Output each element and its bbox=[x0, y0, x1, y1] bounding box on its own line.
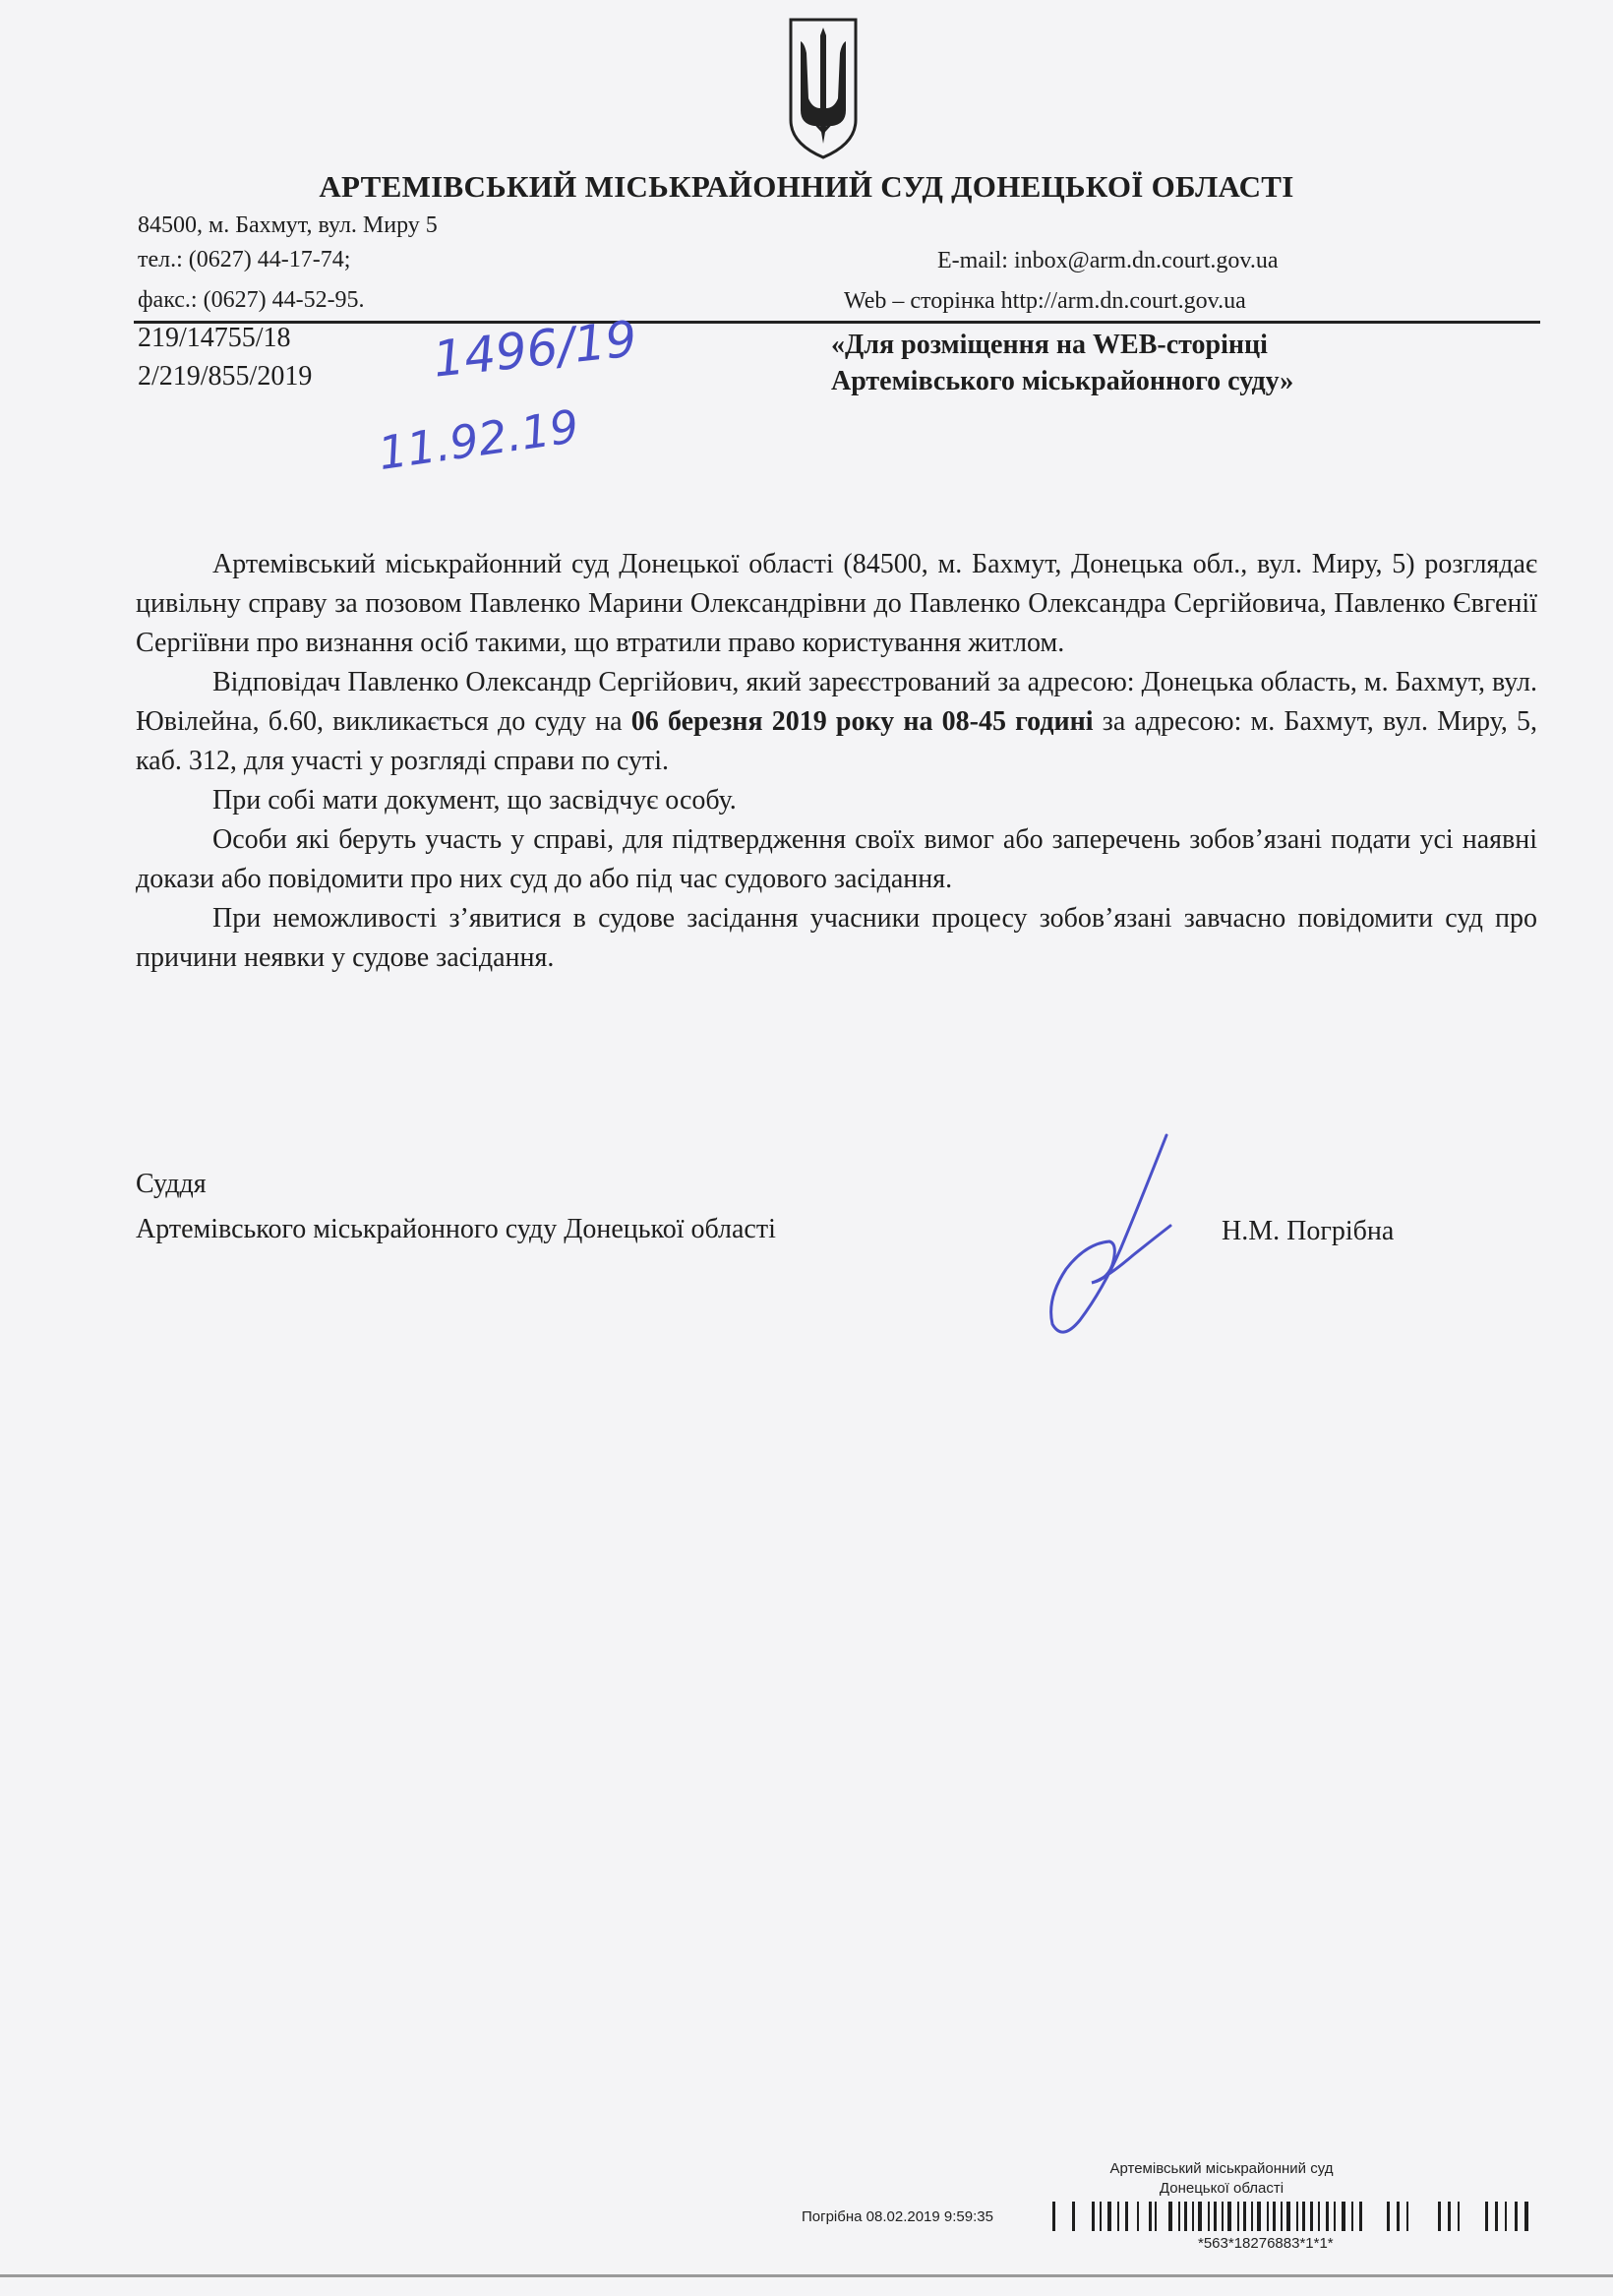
court-phone: тел.: (0627) 44-17-74; bbox=[138, 247, 351, 272]
court-address: 84500, м. Бахмут, вул. Миру 5 bbox=[138, 212, 438, 238]
web-notice-line-2: Артемівського міськрайонного суду» bbox=[831, 366, 1294, 396]
paragraph-claim: Артемівський міськрайонний суд Донецької області (84500, м. Бахмут, Донецька обл., вул. Миру, 5) розглядає цивільну справу за позовом Павленко Марини Олександрівни до Павленко Олександра Сергійовича, Павленко Євгенії Сергіївни про визнання осіб такими, що втратили право користування житлом. bbox=[136, 549, 1537, 658]
barcode-number: *563*18276883*1*1* bbox=[1198, 2235, 1334, 2252]
footer-court-line-2: Донецької області bbox=[1159, 2180, 1284, 2197]
handwritten-registration-number: 1496/19 bbox=[430, 310, 640, 389]
summons-body bbox=[136, 545, 1537, 978]
proceeding-number: 2/219/855/2019 bbox=[138, 361, 313, 392]
handwritten-date: 11.92.19 bbox=[375, 399, 582, 480]
court-fax: факс.: (0627) 44-52-95. bbox=[138, 287, 365, 313]
paragraph-absence: При неможливості з’явитися в судове засідання учасники процесу зобов’язані завчасно повідомити суд про причини неявки у судове засідання. bbox=[136, 903, 1537, 973]
court-title: АРТЕМІВСЬКИЙ МІСЬКРАЙОННИЙ СУД ДОНЕЦЬКОЇ ОБЛАСТІ bbox=[319, 169, 1294, 204]
case-number: 219/14755/18 bbox=[138, 323, 291, 353]
paragraph-summons bbox=[136, 663, 1537, 781]
court-website: Web – сторінка http://arm.dn.court.gov.ua bbox=[844, 288, 1246, 314]
scan-edge-line bbox=[0, 2274, 1613, 2277]
web-notice-line-1: «Для розміщення на WEB-сторінці bbox=[831, 330, 1268, 360]
signer-court: Артемівського міськрайонного суду Донецької області bbox=[136, 1214, 776, 1244]
barcode-icon bbox=[1052, 2202, 1534, 2233]
header-divider bbox=[134, 321, 1540, 324]
court-email: E-mail: inbox@arm.dn.court.gov.ua bbox=[937, 248, 1279, 273]
footer-court-line-1: Артемівський міськрайонний суд bbox=[1109, 2160, 1334, 2177]
e-signature-stamp: Погрібна 08.02.2019 9:59:35 bbox=[802, 2208, 993, 2225]
handwritten-signature bbox=[1023, 1131, 1190, 1338]
hearing-date-time: 06 березня 2019 року на 08-45 годині bbox=[630, 706, 1094, 737]
signer-role: Суддя bbox=[136, 1169, 207, 1199]
trident-emblem-icon bbox=[783, 14, 864, 161]
summons-text-end: за адресою: м. Бахмут, вул. Миру, 5, каб. 312, для участі у розгляді справи по суті. bbox=[136, 706, 1538, 776]
judge-name: Н.М. Погрібна bbox=[1222, 1216, 1395, 1246]
summons-text-start: Відповідач Павленко Олександр Сергійович, який зареєстрований за адресою: Донецька область, м. Бахмут, вул. Ювілейна, б.60, викликається до суду на bbox=[136, 667, 1537, 737]
paragraph-evidence: Особи які беруть участь у справі, для підтвердження своїх вимог або заперечень зобов’язані подати усі наявні докази або повідомити про них суд до або під час судового засідання. bbox=[136, 824, 1537, 894]
paragraph-identity: При собі мати документ, що засвідчує особу. bbox=[212, 785, 737, 816]
